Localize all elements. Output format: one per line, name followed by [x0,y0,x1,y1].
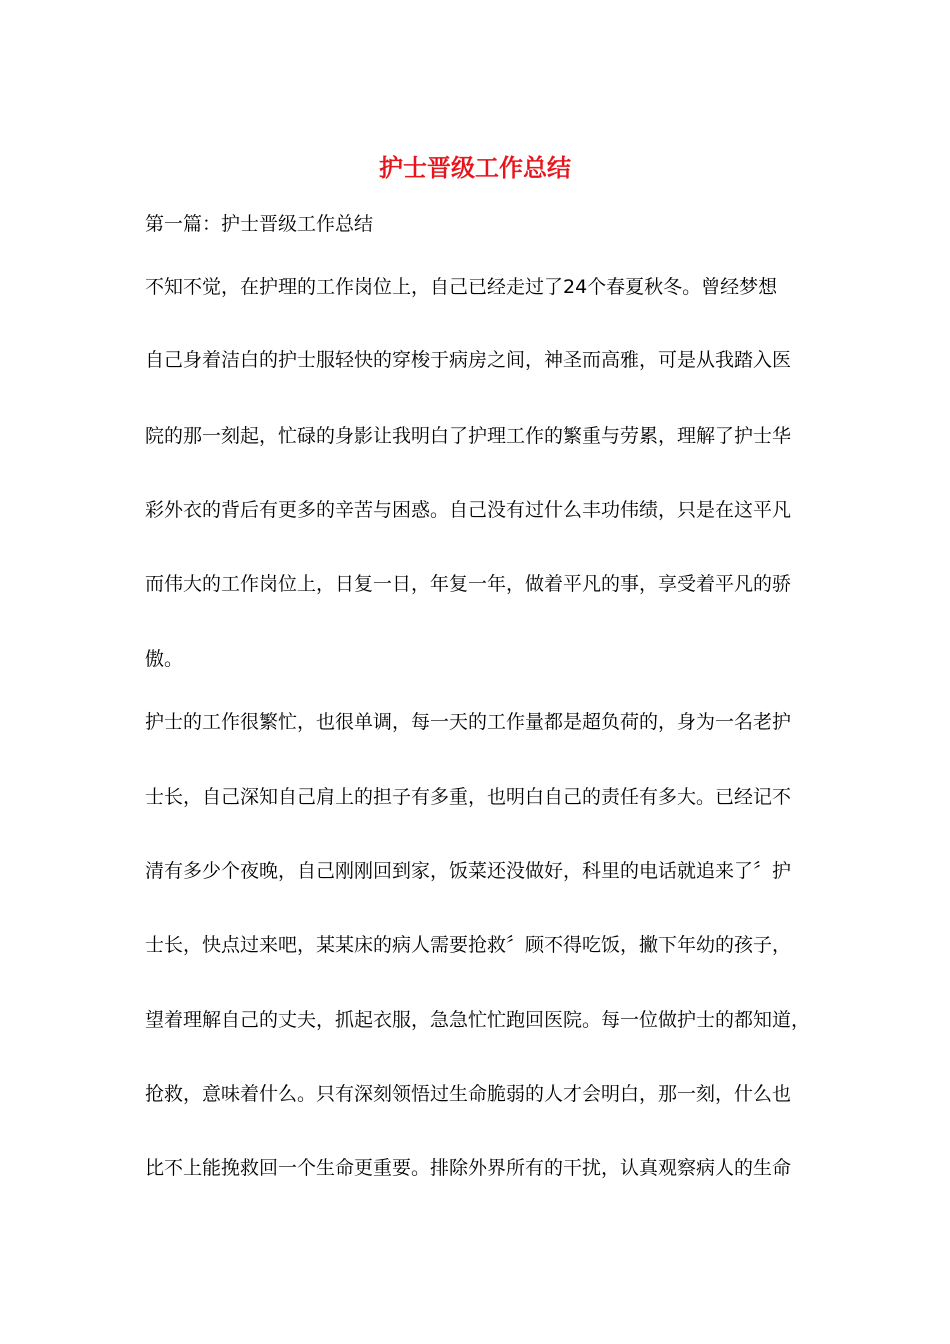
body-line: 抢救，意味着什么。只有深刻领悟过生命脆弱的人才会明白，那一刻，什么也 [145,1083,792,1105]
body-line: 比不上能挽救回一个生命更重要。排除外界所有的干扰，认真观察病人的生命 [145,1157,792,1179]
body-line: 傲。 [145,648,184,670]
body-line: 望着理解自己的丈夫，抓起衣服，急急忙忙跑回医院。每一位做护士的都知道， [145,1009,811,1031]
body-line: 士长，快点过来吧，某某床的病人需要抢救〞顾不得吃饭，撇下年幼的孩子， [145,934,792,956]
body-line: 自己身着洁白的护士服轻快的穿梭于病房之间，神圣而高雅，可是从我踏入医 [145,349,792,371]
page-title: 护士晋级工作总结 [379,153,571,182]
body-line: 彩外衣的背后有更多的辛苦与困惑。自己没有过什么丰功伟绩，只是在这平凡 [145,499,792,521]
body-line: 士长，自己深知自己肩上的担子有多重，也明白自己的责任有多大。已经记不 [145,786,792,808]
body-line: 院的那一刻起，忙碌的身影让我明白了护理工作的繁重与劳累，理解了护士华 [145,425,792,447]
body-line: 不知不觉，在护理的工作岗位上，自己已经走过了24个春夏秋冬。曾经梦想 [145,276,778,298]
body-line: 护士的工作很繁忙，也很单调，每一天的工作量都是超负荷的，身为一名老护 [145,711,792,733]
body-line: 而伟大的工作岗位上，日复一日，年复一年，做着平凡的事，享受着平凡的骄 [145,573,792,595]
section-heading: 第一篇：护士晋级工作总结 [145,213,374,235]
body-line: 清有多少个夜晚，自己刚刚回到家，饭菜还没做好，科里的电话就追来了〞护 [145,860,792,882]
